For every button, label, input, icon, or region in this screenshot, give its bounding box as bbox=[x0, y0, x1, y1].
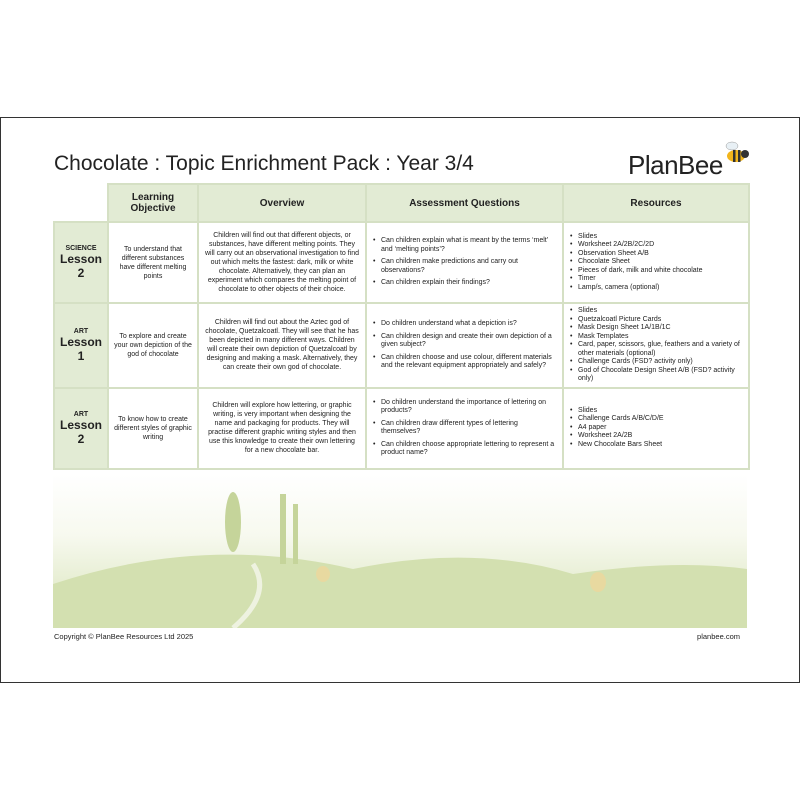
resource-item: • Pieces of dark, milk and white chocolate bbox=[570, 267, 742, 276]
resource-item: • Slides bbox=[570, 233, 742, 242]
resource-item: • Observation Sheet A/B bbox=[570, 250, 742, 259]
resources bbox=[563, 222, 749, 303]
overview: Children will explore how lettering, or graphic writing, is very important when designing the name and packaging for products. They will practise different graphic writing styles and then use this knowledge to create their own lettering for a new chocolate bar. bbox=[198, 388, 366, 469]
lesson-row bbox=[54, 388, 749, 469]
resource-item: • Mask Templates bbox=[570, 333, 742, 342]
site-link[interactable]: planbee.com bbox=[697, 632, 740, 641]
assessment-question: • Do children understand what a depiction is? bbox=[373, 320, 556, 329]
learning-objective: To understand that different substances have different melting points bbox=[108, 222, 198, 303]
resource-item: • Card, paper, scissors, glue, feathers and a variety of other materials (optional) bbox=[570, 341, 742, 358]
resource-item: • Worksheet 2A/2B/2C/2D bbox=[570, 241, 742, 250]
subject-label: ART bbox=[73, 410, 89, 418]
lesson-number: Lesson 2 bbox=[59, 417, 102, 446]
subject-label: SCIENCE bbox=[65, 245, 97, 252]
resource-item: • Worksheet 2A/2B bbox=[570, 432, 742, 441]
lesson-label bbox=[54, 303, 108, 388]
learning-objective: To explore and create your own depiction of the god of chocolate bbox=[108, 303, 198, 388]
resource-item: • Timer bbox=[570, 275, 742, 284]
lesson-row bbox=[54, 303, 749, 388]
resource-item: • Challenge Cards (FSD? activity only) bbox=[570, 358, 742, 367]
resource-item: • Quetzalcoatl Picture Cards bbox=[570, 316, 742, 325]
lesson-number: Lesson 1 bbox=[59, 334, 102, 363]
copyright-text: Copyright © PlanBee Resources Ltd 2025 bbox=[54, 632, 194, 641]
landscape-illustration bbox=[53, 474, 747, 628]
lesson-table bbox=[53, 183, 750, 470]
lesson-label bbox=[54, 222, 108, 303]
page-title: Chocolate : Topic Enrichment Pack : Year 3/4 bbox=[54, 152, 474, 175]
header-assessment-questions: Assessment Questions bbox=[366, 184, 563, 222]
assessment-question: • Can children explain their findings? bbox=[373, 279, 556, 288]
lesson-row bbox=[54, 222, 749, 303]
resources bbox=[563, 303, 749, 388]
resource-item: • Slides bbox=[570, 407, 742, 416]
assessment-question: • Can children choose appropriate lettering to represent a product name? bbox=[373, 441, 556, 458]
corner-cell bbox=[54, 184, 108, 222]
bee-icon bbox=[722, 140, 750, 168]
resource-item: • Chocolate Sheet bbox=[570, 258, 742, 267]
lesson-label bbox=[54, 388, 108, 469]
assessment-questions bbox=[366, 222, 563, 303]
assessment-question: • Can children choose and use colour, different materials and the relevant equipment appropriately and safely? bbox=[373, 354, 556, 371]
learning-objective: To know how to create different styles of graphic writing bbox=[108, 388, 198, 469]
assessment-questions bbox=[366, 303, 563, 388]
resource-item: • Lamp/s, camera (optional) bbox=[570, 284, 742, 293]
resources bbox=[563, 388, 749, 469]
overview: Children will find out about the Aztec god of chocolate, Quetzalcoatl. They will see that he has been depicted in many different ways. Children will create their own depiction of Quetzalcoatl by designing and making a mask. Alternatively, they can create their own god of chocolate. bbox=[198, 303, 366, 388]
planbee-logo: PlanBee bbox=[628, 150, 723, 180]
assessment-question: • Can children draw different types of lettering themselves? bbox=[373, 420, 556, 437]
assessment-question: • Can children design and create their own depiction of a given subject? bbox=[373, 333, 556, 350]
resource-item: • Challenge Cards A/B/C/D/E bbox=[570, 415, 742, 424]
resource-item: • New Chocolate Bars Sheet bbox=[570, 441, 742, 450]
assessment-question: • Can children explain what is meant by the terms ‘melt’ and ‘melting points’? bbox=[373, 237, 556, 254]
header-resources: Resources bbox=[563, 184, 749, 222]
lesson-number: Lesson 2 bbox=[59, 252, 102, 280]
resource-item: • God of Chocolate Design Sheet A/B (FSD? activity only) bbox=[570, 367, 742, 384]
header-overview: Overview bbox=[198, 184, 366, 222]
assessment-question: • Do children understand the importance of lettering on products? bbox=[373, 399, 556, 416]
overview: Children will find out that different objects, or substances, have different melting points. They will carry out an observational investigation to find out which melts the fastest: dark, milk or white chocolate. Alternatively, they can plan an experiment which compares the melting point of chocolate to other objects of their choice. bbox=[198, 222, 366, 303]
resource-item: • Mask Design Sheet 1A/1B/1C bbox=[570, 324, 742, 333]
assessment-question: • Can children make predictions and carry out observations? bbox=[373, 258, 556, 275]
resource-item: • Slides bbox=[570, 307, 742, 316]
resource-item: • A4 paper bbox=[570, 424, 742, 433]
subject-label: ART bbox=[73, 327, 89, 335]
assessment-questions bbox=[366, 388, 563, 469]
header-learning-objective: Learning Objective bbox=[108, 184, 198, 222]
